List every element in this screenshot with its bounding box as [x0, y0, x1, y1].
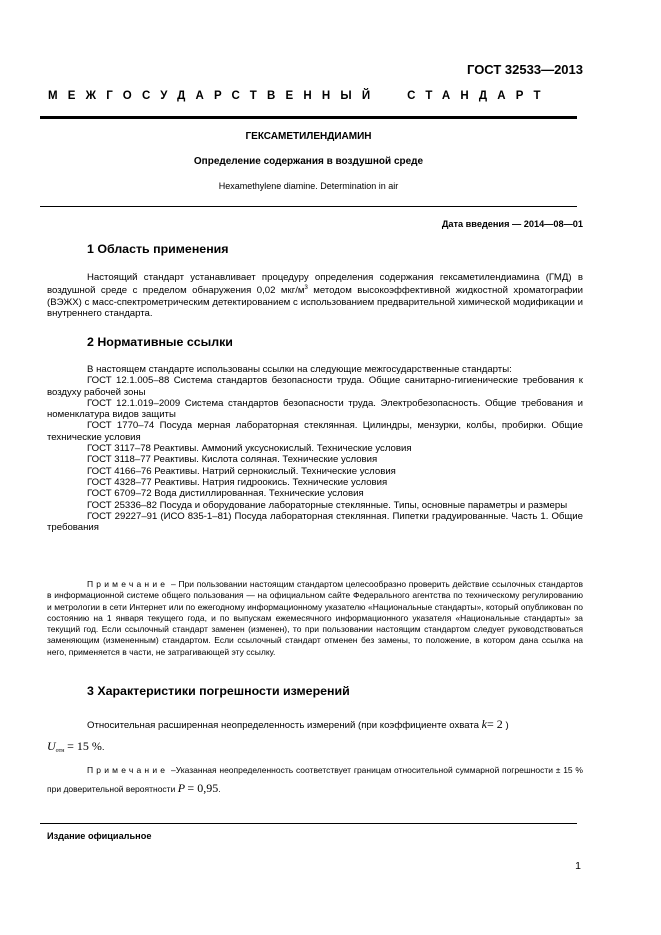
- paragraph: В настоящем стандарте использованы ссылки на следующие межгосударственные стандарты:: [87, 364, 512, 375]
- header-rule: [40, 116, 577, 119]
- document-title-english: Hexamethylene diamine. Determination in air: [218, 181, 399, 191]
- note-label: Примечание: [87, 579, 169, 589]
- reference-item: ГОСТ 3117–78 Реактивы. Аммоний уксуснокислый. Технические условия: [87, 443, 412, 455]
- title-rule: [40, 206, 577, 207]
- note-label: Примечание: [87, 765, 169, 775]
- section-heading: 2 Нормативные ссылки: [87, 335, 233, 349]
- note-text: – При пользовании настоящим стандартом целесообразно проверить действие ссылочных стандартов в информационной системе общего пользования — на официальном сайте Федерального агентства по техническому регулированию и метрологии в сети Интернет или по ежегодному информационному указателю «Национальные стандарты», который опубликован по состоянию на 1 января текущего года, и по выпускам ежемесячного информационного указателя «Национальные стандарты» за текущий год. Если ссылочный стандарт заменен (изменен), то при пользовании настоящим стандартом следует руководствоваться заменяющим (измененным) стандартом. Если ссылочный стандарт отменен без замены, то положение, в котором дана ссылка на него, применяется в части, не затрагивающей эту ссылку.: [47, 579, 583, 657]
- document-title: ГЕКСАМЕТИЛЕНДИАМИН: [245, 131, 372, 142]
- probability-value: = 0,95: [187, 781, 219, 795]
- reference-item: ГОСТ 4328–77 Реактивы. Натрия гидроокись. Технические условия: [87, 476, 388, 488]
- section-heading: 1 Область применения: [87, 242, 229, 256]
- gost-number: ГОСТ 32533—2013: [467, 62, 583, 77]
- paragraph: Настоящий стандарт устанавливает процедуру определения содержания гексаметилендиамина (ГМД) в воздушной среде с пределом обнаружения 0,02 мкг/$м^3$ методом высокоэффективной жидкостной хроматографии (ВЭЖХ) с масс-спектрометрическим детектированием с использованием предварительной химической модификации и внутреннего стандарта.: [47, 272, 583, 320]
- paragraph: Относительная расширенная неопределенность измерений (при коэффициенте охвата k= 2 ): [87, 717, 509, 731]
- section-3: [87, 684, 350, 698]
- footer-rule: [40, 823, 577, 824]
- reference-item: ГОСТ 12.1.019–2009 Система стандартов безопасности труда. Электробезопасность. Общие требования и номенклатура видов защиты: [47, 397, 583, 421]
- section-2-body: [47, 364, 583, 533]
- page-number: 1: [575, 860, 581, 872]
- document-subtitle: Определение содержания в воздушной среде: [193, 156, 424, 167]
- introduction-date: Дата введения — 2014—08—01: [441, 219, 583, 229]
- standard-type-banner: МЕЖГОСУДАРСТВЕННЫЙ СТАНДАРТ: [48, 90, 551, 102]
- reference-item: ГОСТ 29227–91 (ИСО 835-1–81) Посуда лабораторная стеклянная. Пипетки градуированные. Часть 1. Общие требования: [47, 510, 583, 534]
- section-2: [87, 335, 233, 349]
- reference-item: ГОСТ 1770–74 Посуда мерная лабораторная стеклянная. Цилиндры, мензурки, колбы, пробирки. Общие технические условия: [47, 420, 583, 443]
- note-text: –Указанная неопределенность соответствует границам относительной суммарной погрешности ± 15 % при доверительной вероятности: [47, 765, 583, 794]
- section-1-body: [47, 272, 583, 319]
- coverage-factor-symbol: k: [481, 717, 487, 731]
- coverage-factor-value: = 2: [487, 717, 503, 731]
- reference-item: ГОСТ 4166–76 Реактивы. Натрий сернокислый. Технические условия: [87, 465, 396, 477]
- uncertainty-formula: $U_{отн} = 15$ %.: [47, 739, 105, 754]
- section-heading: 3 Характеристики погрешности измерений: [87, 684, 350, 698]
- section-1: [87, 242, 229, 256]
- reference-item: ГОСТ 12.1.005–88 Система стандартов безопасности труда. Общие санитарно-гигиенические требования к воздуху рабочей зоны: [47, 375, 583, 398]
- section-3-body: [47, 714, 583, 761]
- reference-item: ГОСТ 25336–82 Посуда и оборудование лабораторные стеклянные. Типы, основные параметры и размеры: [87, 499, 568, 511]
- probability-symbol: P: [177, 781, 186, 795]
- section-3-note: Примечание –Указанная неопределенность соответствует границам относительной суммарной погрешности ± 15 % при доверительной вероятности P = 0,95.: [47, 765, 583, 795]
- reference-item: ГОСТ 6709–72 Вода дистиллированная. Технические условия: [87, 488, 364, 500]
- official-edition-label: Издание официальное: [47, 831, 152, 841]
- reference-item: ГОСТ 3118–77 Реактивы. Кислота соляная. Технические условия: [87, 454, 378, 466]
- section-2-note: [47, 579, 583, 658]
